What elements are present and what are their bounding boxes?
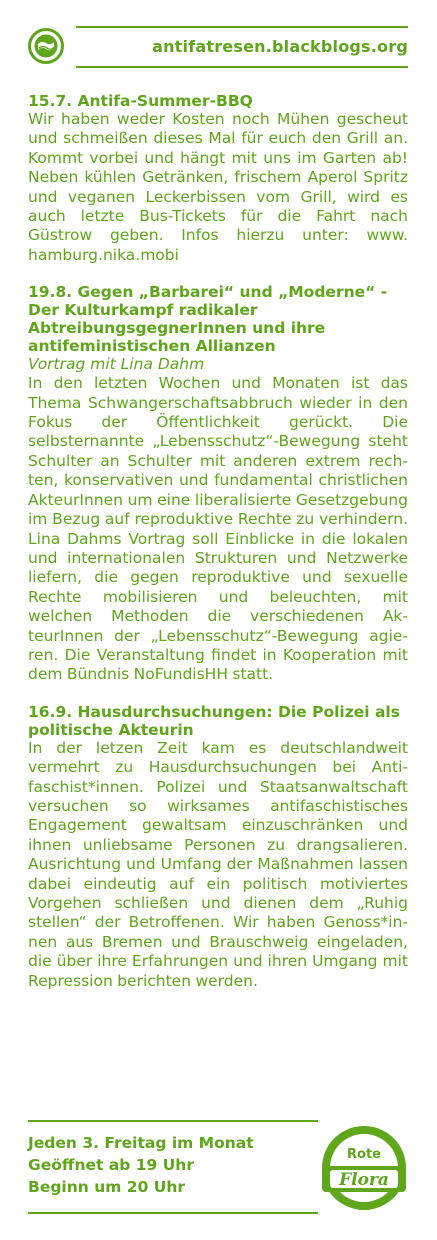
badge-bottom-text: Flora	[339, 1170, 389, 1190]
badge-top-text: Rote	[347, 1147, 381, 1162]
event-item	[28, 283, 408, 685]
footer-schedule	[28, 1132, 254, 1198]
event-body: In der letzen Zeit kam es deutschlandweit vermehrt zu Hausdurchsuchungen bei Antifaschist*innen. Polizei und Staatsanwaltschaft versuchen so wirksames antifaschistisches Engagement gewaltsam einzuschränken und ihnen unliebsame Personen zu drangsalieren. Ausrichtung und Umfang der Maßnahmen lassen dabei eindeutig auf ein politisch motiviertes Vorgehen schließen und dienen dem „Ruhig stellen“ der Betroffenen. Wir haben Genoss*innen aus Bremen und Brauschweig eingeladen, die über ihre Erfahrungen und ihren Umgang mit Repression berichten werden.	[28, 738, 408, 990]
footer	[28, 1120, 408, 1220]
antifa-flag-logo-icon	[28, 28, 64, 64]
footer-line-1: Jeden 3. Freitag im Monat	[28, 1134, 254, 1152]
event-title: 15.7. Antifa-Summer-BBQ	[28, 92, 253, 110]
rote-flora-logo	[320, 1124, 408, 1212]
footer-rule-top	[28, 1120, 318, 1122]
footer-rule-bottom	[28, 1212, 318, 1214]
event-list	[28, 92, 408, 1009]
header-url[interactable]: antifatresen.blackblogs.org	[152, 37, 408, 56]
event-body: In den letzten Wochen und Monaten ist das Thema Schwangerschaftsabbruch wieder in den Fokus der Öffentlichkeit gerückt. Die selbsternannte „Lebensschutz“-Bewegung steht Schulter an Schulter mit anderen extrem rechten, konservativen und fundamental christlichen AkteurInnen um eine liberalisierte Gesetzgebung im Bezug auf reproduktive Rechte zu verhindern. Lina Dahms Vortrag soll Einblicke in die lokalen und internationalen Strukturen und Netzwerke liefern, die gegen reproduktive und sexuelle Rechte mobilisieren und beleuchten, mit welchen Methoden die verschiedenen AkteurInnen der „Lebensschutz“-Bewegung agieren. Die Veranstaltung findet in Kooperation mit dem Bündnis NoFundisHH statt.	[28, 374, 408, 684]
event-title: 19.8. Gegen „Barbarei“ und „Moderne“ - Der Kulturkampf radikaler AbtreibungsgegnerInnen und ihre antifeministischen Allianzen	[28, 283, 388, 356]
event-subtitle: Vortrag mit Lina Dahm	[28, 355, 205, 374]
footer-line-2: Geöffnet ab 19 Uhr	[28, 1156, 194, 1174]
event-body: Wir haben weder Kosten noch Mühen gescheut und schmeißen dieses Mal für euch den Grill an. Kommt vorbei und hängt mit uns im Garten ab! Neben kühlen Getränken, frischem Aperol Spritz und veganen Leckerbissen vom Grill, wird es auch letzte Bus-Tickets für die Fahrt nach Güstrow geben. Infos hierzu unter: www. hamburg.nika.mobi	[28, 110, 408, 264]
event-title: 16.9. Hausdurchsuchungen: Die Polizei als politische Akteurin	[28, 702, 400, 739]
header-rule-top	[76, 26, 408, 28]
header	[28, 24, 408, 68]
footer-line-3: Beginn um 20 Uhr	[28, 1178, 186, 1196]
event-item	[28, 703, 408, 991]
event-item	[28, 92, 408, 265]
header-rule-bottom	[76, 66, 408, 68]
